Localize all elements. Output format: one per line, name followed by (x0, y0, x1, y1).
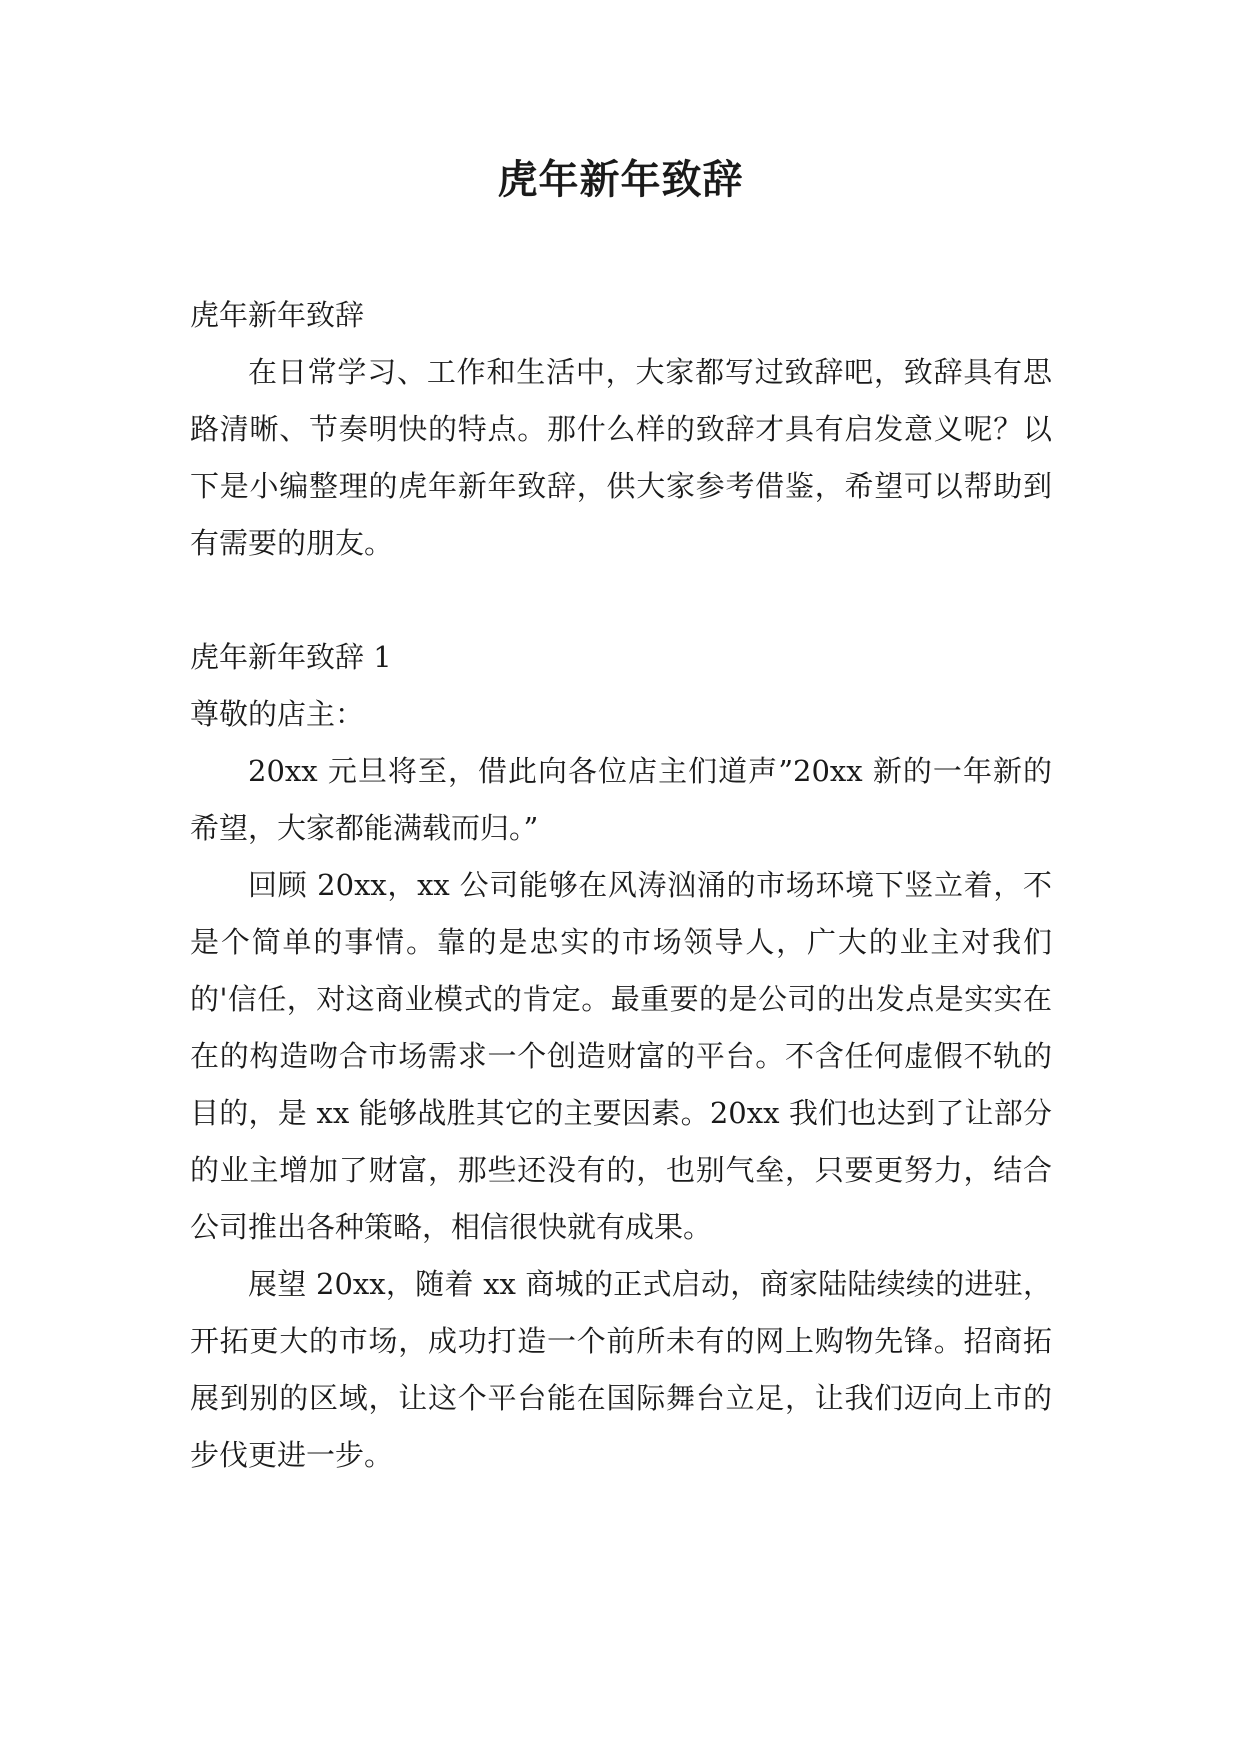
salutation: 尊敬的店主： (190, 697, 365, 731)
body-paragraph: 20xx 元旦将至，借此向各位店主们道声”20xx 新的一年新的希望，大家都能满载而归。” (190, 754, 1052, 845)
document-subtitle: 虎年新年致辞 (190, 298, 365, 332)
document-title: 虎年新年致辞 (497, 157, 744, 203)
section-spacer (190, 572, 1052, 629)
section-heading: 虎年新年致辞 1 (190, 640, 392, 674)
intro-paragraph: 在日常学习、工作和生活中，大家都写过致辞吧，致辞具有思路清晰、节奏明快的特点。那什么样的致辞才具有启发意义呢？以下是小编整理的虎年新年致辞，供大家参考借鉴，希望可以帮助到有需要的朋友。 (190, 355, 1052, 560)
body-paragraph: 展望 20xx，随着 xx 商城的正式启动，商家陆陆续续的进驻，开拓更大的市场，成功打造一个前所未有的网上购物先锋。招商拓展到别的区域，让这个平台能在国际舞台立足，让我们迈向上市的步伐更进一步。 (190, 1267, 1052, 1472)
body-paragraph: 回顾 20xx，xx 公司能够在风涛汹涌的市场环境下竖立着，不是个简单的事情。靠的是忠实的市场领导人，广大的业主对我们的'信任，对这商业模式的肯定。最重要的是公司的出发点是实实在在的构造吻合市场需求一个创造财富的平台。不含任何虚假不轨的目的，是 xx 能够战胜其它的主要因素。20xx 我们也达到了让部分的业主增加了财富，那些还没有的，也别气垒，只要更努力，结合公司推出各种策略，相信很快就有成果。 (190, 868, 1052, 1244)
document-body (190, 287, 1052, 1484)
